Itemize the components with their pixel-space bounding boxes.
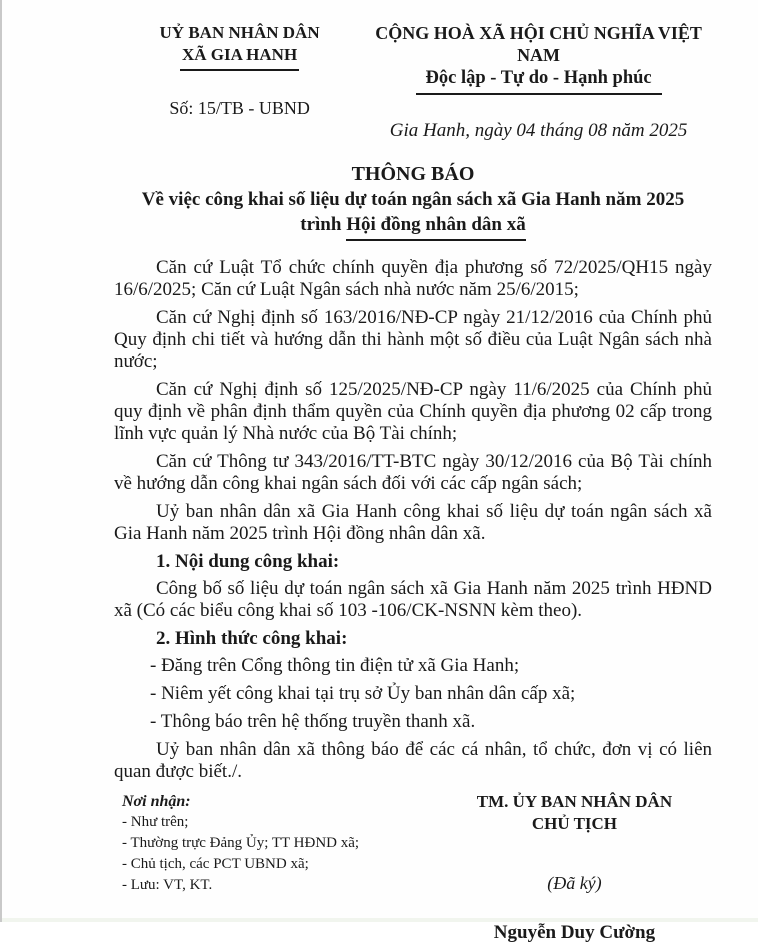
signer-name: Nguyễn Duy Cường — [493, 922, 656, 943]
title-block — [114, 162, 712, 241]
announcement-paragraph: Uỷ ban nhân dân xã Gia Hanh công khai số liệu dự toán ngân sách xã Gia Hanh năm 2025 trình Hội đồng nhân dân xã. — [114, 501, 712, 544]
document-type-title: THÔNG BÁO — [351, 163, 475, 185]
recipient-item-2: - Thường trực Đảng Ủy; TT HĐND xã; — [122, 835, 360, 851]
commune-name: XÃ GIA HANH — [180, 44, 299, 71]
signature-authority: TM. ỦY BAN NHÂN DÂN — [476, 792, 673, 811]
section-1-content: Công bố số liệu dự toán ngân sách xã Gia Hanh năm 2025 trình HĐND xã (Có các biểu công khai số 103 -106/CK-NSNN kèm theo). — [114, 578, 712, 621]
recipients-label: Nơi nhận: — [122, 793, 191, 810]
document-subject-line2 — [114, 212, 712, 241]
national-motto-wrap — [365, 67, 712, 95]
section-2-heading: 2. Hình thức công khai: — [156, 628, 348, 649]
national-header-block — [365, 22, 712, 142]
legal-basis-paragraph-1: Căn cứ Luật Tổ chức chính quyền địa phương số 72/2025/QH15 ngày 16/6/2025; Căn cứ Luật Ngân sách nhà nước năm 25/6/2015; — [114, 257, 712, 300]
bullet-item-1: - Đăng trên Cổng thông tin điện tử xã Gia Hanh; — [150, 655, 520, 676]
national-motto: Độc lập - Tự do - Hạnh phúc — [416, 67, 662, 95]
issuing-authority-block — [114, 22, 365, 142]
bullet-item-2: - Niêm yết công khai tại trụ sở Ủy ban nhân dân cấp xã; — [150, 683, 576, 704]
closing-paragraph: Uỷ ban nhân dân xã thông báo để các cá nhân, tổ chức, đơn vị có liên quan được biết./. — [114, 739, 712, 782]
recipient-item-1: - Như trên; — [122, 814, 189, 830]
bullet-item-3: - Thông báo trên hệ thống truyền thanh xã. — [150, 711, 476, 732]
place-date-line: Gia Hanh, ngày 04 tháng 08 năm 2025 — [389, 120, 688, 141]
legal-basis-paragraph-4: Căn cứ Thông tư 343/2016/TT-BTC ngày 30/12/2016 của Bộ Tài chính về hướng dẫn công khai ngân sách đối với các cấp ngân sách; — [114, 451, 712, 494]
recipient-item-3: - Chủ tịch, các PCT UBND xã; — [122, 856, 309, 872]
legal-basis-paragraph-3: Căn cứ Nghị định số 125/2025/NĐ-CP ngày 11/6/2025 của Chính phủ quy định về phân định thẩm quyền của Chính quyền địa phương 02 cấp trong lĩnh vực quản lý Nhà nước của Bộ Tài chính; — [114, 379, 712, 444]
authority-name: UỶ BAN NHÂN DÂN — [159, 23, 320, 42]
section-1-heading: 1. Nội dung công khai: — [156, 551, 340, 572]
recipient-item-4: - Lưu: VT, KT. — [122, 877, 213, 893]
legal-basis-paragraph-2: Căn cứ Nghị định số 163/2016/NĐ-CP ngày 21/12/2016 của Chính phủ Quy định chi tiết và hướng dẫn thi hành một số điều của Luật Ngân sách nhà nước; — [114, 307, 712, 372]
page-bottom-edge — [2, 918, 758, 922]
signature-title: CHỦ TỊCH — [531, 814, 618, 833]
document-number: Số: 15/TB - UBND — [169, 98, 310, 118]
subject-line2-underlined: Hội đồng nhân dân xã — [346, 212, 526, 241]
subject-line2-prefix: trình — [300, 214, 347, 235]
document-subject-line1: Về việc công khai số liệu dự toán ngân sách xã Gia Hanh năm 2025 — [141, 189, 685, 210]
document-header — [114, 22, 712, 142]
signed-note: (Đã ký) — [547, 873, 602, 893]
document-body — [114, 257, 712, 783]
national-title: CỘNG HOÀ XÃ HỘI CHỦ NGHĨA VIỆT NAM — [375, 23, 702, 65]
commune-name-wrap — [114, 44, 365, 71]
